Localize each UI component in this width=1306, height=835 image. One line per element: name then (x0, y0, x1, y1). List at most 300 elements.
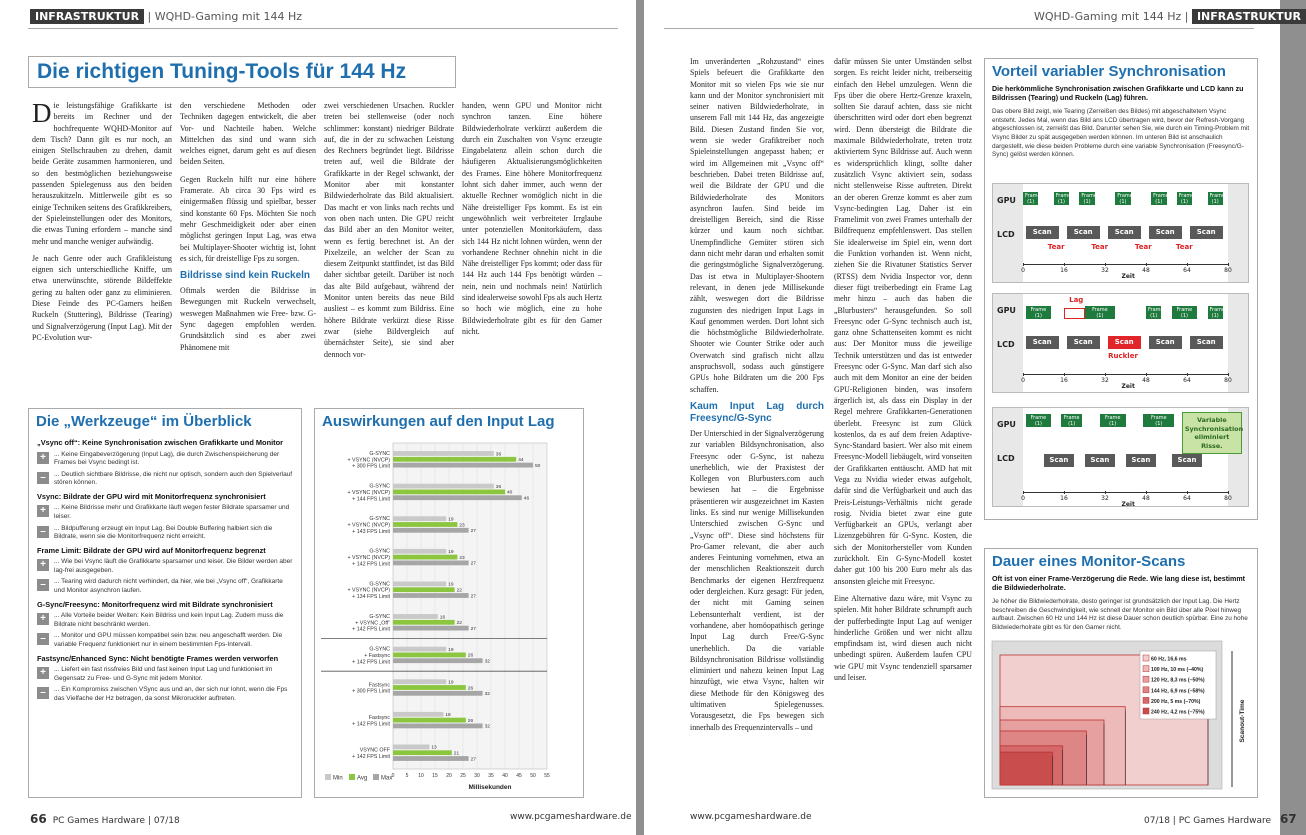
bar-avg (393, 522, 457, 527)
time-tick-label: 48 (1142, 495, 1150, 502)
plus-icon: + (37, 559, 49, 571)
category-label: + 142 FPS Limit (352, 626, 390, 633)
lcd-label: LCD (997, 454, 1015, 463)
paragraph: Je nach Genre oder auch Grafikleistung eignen sich unterschiedliche Kniffe, um etwa unerwünschte, störende Bildeffekte gering zu halten oder ganz zu eliminieren. Diese Feinde des PC-Gamers heißen Ruckeln (Stuttering), Bildrisse (Tearing) und Signalverzögerung (Input Lag). Mit der PC-Evolution wur- (32, 253, 172, 342)
pro-item (37, 504, 293, 521)
minus-icon: – (37, 579, 49, 591)
bar-max (393, 561, 469, 566)
category-label: + 142 FPS Limit (352, 753, 390, 760)
legend-label: Min (333, 775, 343, 782)
time-axis (1023, 264, 1228, 265)
data-label: 19 (448, 550, 454, 556)
text-column-2 (180, 100, 316, 392)
x-tick-label: 10 (418, 773, 424, 779)
gpu-frame (1115, 192, 1133, 205)
data-label: 19 (448, 582, 454, 588)
paragraph: Eine Alternative dazu wäre, mit Vsync zu spielen. Mit hoher Bildrate schrumpft auch der pufferbedingte Input Lag auf weniger hinderliche Größen und wer nicht allzu empfindsam ist, wird diesen auch nicht unbedingt spüren. Außerdem laufen CPU wie GPU mit Vsync tendenziell sparsamer und leiser. (834, 593, 972, 683)
frame-text: Frame (1148, 307, 1164, 313)
frame-number: (1) (1027, 199, 1035, 205)
legend-label: Avg (357, 775, 368, 782)
left-header (30, 10, 302, 23)
legend-swatch (1143, 666, 1149, 672)
frame-number: (1) (1109, 421, 1117, 427)
data-label: 46 (523, 496, 530, 502)
legend-label: 120 Hz, 8,3 ms (–50%) (1151, 677, 1205, 684)
plus-icon: + (37, 452, 49, 464)
time-tick (1023, 373, 1024, 376)
legend-swatch (1143, 676, 1149, 682)
frame-number: (1) (1150, 313, 1158, 319)
time-tick-label: 32 (1101, 495, 1109, 502)
data-label: 50 (535, 463, 541, 469)
lcd-scan: Scan (1085, 454, 1116, 467)
sync-note: Variable Synchronisation eliminiert Risse. (1182, 412, 1242, 454)
paragraph: handen, wenn GPU und Monitor nicht synchron tanzen. Eine höhere Bildwiederholrate verkürzt außerdem die durch ein Zuschalten von Vsync erzeugte Eingabelatenz allein schon durch die häufigeren Aktualisierungsmöglichkeiten des Frames. Eine höhere Monitorfrequenz lohnt sich daher immer, auch wenn der aktuelle Rechner womöglich nicht in die Nähe dreistelliger Fps kommt. Es ist ein ungewöhnlich weit verbreiteter Irrglaube unter potenziellen Monitorkäufern, dass sich 144 Hz nicht lohnen würden, wenn der vorhandene Rechner ohnehin nicht in die Nähe dreistelliger Fps kommt; oder dass für 144 Hz auch 144 Fps benötigt würden – nein, nein und nochmals nein! Natürlich sind idealerweise sowohl Fps als auch Hertz so hoch wie möglich, eine zu hohe Bildwiederholrate gibt es für den Gamer nicht. (462, 101, 602, 336)
frame-number: (1) (1155, 199, 1163, 205)
category-label: + 300 FPS Limit (352, 463, 390, 470)
time-tick (1064, 263, 1065, 266)
gpu-frame (1143, 414, 1174, 427)
time-tick (1187, 263, 1188, 266)
data-label: 26 (467, 686, 474, 692)
gpu-frame (1026, 414, 1052, 427)
subheading: Bildrisse sind kein Ruckeln (180, 270, 311, 282)
category-label: + 142 FPS Limit (352, 721, 390, 728)
category-label: + VSYNC (NVCP) (347, 457, 390, 464)
header-separator: | (144, 10, 155, 23)
frame-number: (1) (1180, 313, 1188, 319)
right-page (644, 0, 1302, 835)
text-column-1 (690, 56, 824, 800)
drop-cap: D (32, 98, 52, 128)
frame-text: Frame (1117, 193, 1133, 199)
gpu-frame (1151, 192, 1169, 205)
bar-min (393, 679, 446, 684)
category-label: + VSYNC (NVCP) (347, 587, 390, 594)
time-tick (1105, 263, 1106, 266)
con-item (37, 632, 293, 649)
text-column-3 (324, 100, 454, 392)
time-tick-label: 48 (1142, 267, 1150, 274)
frame-text: Frame (1081, 193, 1097, 199)
legend-swatch (325, 774, 331, 780)
werkzeug-section (37, 654, 293, 704)
header-section: INFRASTRUKTUR (30, 9, 144, 24)
bar-min (393, 745, 429, 750)
category-label: + 143 FPS Limit (352, 528, 390, 535)
time-tick-label: 64 (1183, 267, 1191, 274)
dauer-title: Dauer eines Monitor-Scans (992, 553, 1186, 570)
data-label: 32 (484, 692, 490, 698)
left-page (0, 0, 636, 835)
data-label: 27 (470, 529, 476, 535)
header-rule (664, 28, 1254, 29)
gpu-frame (1026, 306, 1052, 319)
bar-min (393, 712, 443, 717)
minus-icon: – (37, 472, 49, 484)
time-tick (1228, 263, 1229, 266)
text-column-2 (834, 56, 972, 800)
left-footer (30, 812, 180, 826)
lcd-scan: Scan (1026, 226, 1059, 239)
bar-min (393, 614, 438, 619)
con-item (37, 525, 293, 542)
bar-avg (393, 457, 516, 462)
bar-min (393, 647, 446, 652)
plus-icon: + (37, 505, 49, 517)
frame-text: Frame (1176, 307, 1193, 313)
paragraph: zwei verschiedenen Ursachen. Ruckler treten bei stellenweise (oder noch schlimmer: konstant) niedriger Bildrate auf, die in der zu schwachen Leistung des Rechners begründet liegt. Bildrisse treten auf, weil die Bildrate der Grafikkarte in der Regel schwankt, der Monitor aber mit konstanter Bildwiederholrate das Bild aktualisiert. Das macht er von links nach rechts und von oben nach unten. Die GPU reicht das Bild aber an den Monitor weiter, wenn es fertig berechnet ist. An der Pixelzeile, an welcher der Scan zu diesem Zeitpunkt stattfindet, ist das Bild daher sichtbar geteilt. Darüber ist noch das alte Bild aufgebaut, während der Monitor unten bereits das neue Bild ausliest – es kommt zum Bildriss. Eine höhere Bildrate verkürzt diese Risse zwar (siehe Bildvergleich auf übernächster Seite), sie sind aber dennoch vor- (324, 101, 454, 359)
frame-number: (1) (1034, 421, 1042, 427)
x-tick-label: 45 (516, 773, 522, 779)
dauer-body: Je höher die Bildwiederholrate, desto geringer ist grundsätzlich der Input Lag. Die Hertz beschreiben die Geschwindigkeit, wie schnell der Monitor ein Bild über alle Pixel hinweg aufbaut. Zwischen 60 Hz und 144 Hz ist diese Dauer schon deutlich spürbar. Eine zu hohe Bildwiederholrate gibt es für den Gamer nicht. (992, 597, 1248, 631)
category-label: VSYNC OFF (359, 747, 390, 754)
bar-max (393, 756, 469, 761)
category-label: G-SYNC (369, 483, 390, 490)
header-topic: WQHD-Gaming mit 144 Hz (1034, 10, 1182, 23)
vorteil-body: Das obere Bild zeigt, wie Tearing (Zerreißen des Bildes) mit abgeschaltetem Vsync entsteht. Jedes Mal, wenn das Bild ans LCD übertragen wird, bevor der Refresh-Vorgang abgeschlossen ist, zerreißt das Bild. Darunter sehen Sie, wie durch ein Timing-Problem mit Vsync Bilder zu spät ausgegeben werden können. Im unteren Bild ist anschaulich dargestellt, wie diese beiden Probleme durch eine variable Synchronisation (Freesync/G-Sync) gelöst werden können. (992, 107, 1250, 159)
legend-swatch (349, 774, 355, 780)
pro-item (37, 451, 293, 468)
category-label: G-SYNC (369, 581, 390, 588)
time-tick (1187, 373, 1188, 376)
frame-text: Frame (1209, 307, 1226, 313)
frame-number: (1) (1083, 199, 1091, 205)
input-lag-chart-box (314, 408, 584, 798)
data-label: 44 (518, 458, 524, 464)
text-column-4 (462, 100, 602, 392)
right-header (1034, 10, 1306, 23)
legend-swatch (373, 774, 379, 780)
data-label: 19 (448, 680, 454, 686)
x-tick-label: 15 (432, 773, 438, 779)
lcd-scan: Scan (1108, 336, 1141, 349)
werkzeug-section (37, 438, 293, 488)
gpu-frame (1054, 192, 1072, 205)
chart-title: Auswirkungen auf den Input Lag (322, 413, 555, 430)
time-tick (1064, 373, 1065, 376)
gpu-frame (1146, 306, 1164, 319)
bar-max (393, 626, 469, 631)
paragraph: den verschiedene Methoden oder Techniken dagegen entwickelt, die aber Vor- und Nachteile haben. Welche Mittelchen das sind und wann sich welches eignet, darum geht es auf diesen beiden Seiten. (180, 101, 316, 167)
frame-text: Frame (1030, 415, 1047, 421)
con-item (37, 578, 293, 595)
gpu-frame (1177, 192, 1195, 205)
werkzeuge-list (29, 433, 301, 709)
gpu-label: GPU (997, 306, 1016, 315)
website-url: www.pcgameshardware.de (690, 812, 812, 822)
gpu-frame (1172, 306, 1198, 319)
bar-max (393, 724, 483, 729)
legend-swatch (1143, 697, 1149, 703)
category-label: + VSYNC (NVCP) (347, 555, 390, 562)
gpu-frame (1208, 306, 1226, 319)
bar-max (393, 528, 469, 533)
time-tick-label: 64 (1183, 495, 1191, 502)
lcd-scan: Scan (1044, 454, 1075, 467)
time-axis-label: Zeit (1121, 501, 1135, 508)
time-tick (1105, 373, 1106, 376)
item-text: ... Alle Vorteile beider Welten: Kein Bildriss und kein Input Lag. Zudem muss die Bildrate nicht beschränkt werden. (54, 612, 284, 628)
paragraph: Der Unterschied in der Signalverzögerung zur variablen Bildsynchronisation, also Freesync oder G-Sync, ist nahezu unerheblich, wie der Praxistest der Kollegen von Blurbusters.com auch bewiesen hat – die Ergebnisse präsentieren wir ausgezeichnet im Kasten links. Es sind nur wenige Millisekunden Unterschied zwischen G-Sync und „Vsync off“. Diese sind höchstens für Pro-Gamer relevant, die aber auch anderes Feintuning vornehmen, etwa an der menschlichen Reaktionszeit durch Benchmarks der eigenen Herzfrequenz oder dergleichen. Kurz gesagt: Für jeden, der nicht mit Gaming seinen Lebensunterhalt verdient, ist der vorhandene, aber homöopathisch geringe Input Lag durch Free/G-Sync unerheblich. Da die variable Bildsynchronisation Bildrisse vollständig eliminiert und nahezu keinen Input Lag hinzufügt, wie etwa Vsync, halten wir diese Methode für den Königsweg des ultimativen Spielegenusses. Vorausgesetzt, die Fps bewegen sich innerhalb des Frequenzintervalls – und (690, 428, 824, 732)
category-label: Fastsync (368, 714, 390, 721)
article-title: Die richtigen Tuning-Tools für 144 Hz (37, 60, 407, 83)
gpu-label: GPU (997, 196, 1016, 205)
paragraph: Gegen Ruckeln hilft nur eine höhere Framerate. Ab circa 30 Fps wird es einigermaßen flüssig und spielbar, besser sind konstante 60 Fps. Möchten Sie noch mehr Geschmeidigkeit oder aber einen möglichst geringen Input Lag, was etwa bei Multiplayer-Shooter wichtig ist, lohnt es sich, für dreistellige Fps zu sorgen. (180, 174, 316, 263)
time-tick-label: 0 (1021, 377, 1025, 384)
time-axis (1023, 492, 1228, 493)
pro-item (37, 666, 293, 683)
time-tick (1023, 491, 1024, 494)
lcd-scan: Scan (1190, 336, 1223, 349)
werkzeug-heading: „Vsync off“: Keine Synchronisation zwischen Grafikkarte und Monitor (37, 438, 283, 447)
time-tick (1105, 491, 1106, 494)
magazine-name: PC Games Hardware | 07/18 (52, 816, 180, 826)
tear-label: Tear (1175, 243, 1193, 251)
frame-number: (1) (1057, 199, 1065, 205)
frame-number: (1) (1211, 199, 1219, 205)
data-label: 32 (484, 724, 490, 730)
frame-number: (1) (1211, 313, 1219, 319)
data-label: 13 (431, 745, 437, 751)
lag-marker (1064, 308, 1085, 319)
time-axis-label: Zeit (1121, 273, 1135, 280)
bar-max (393, 495, 522, 500)
time-tick-label: 0 (1021, 267, 1025, 274)
werkzeug-section (37, 492, 293, 542)
category-label: + VSYNC (NVCP) (347, 522, 390, 529)
time-tick-label: 32 (1101, 377, 1109, 384)
bar-min (393, 484, 494, 489)
time-tick-label: 80 (1224, 267, 1232, 274)
time-tick (1228, 491, 1229, 494)
bar-max (393, 658, 483, 663)
category-label: G-SYNC (369, 450, 390, 457)
con-item (37, 686, 293, 703)
item-text: ... Liefert ein fast rissfreies Bild und fast keinen Input Lag und funktioniert im Gegensatz zu Free- und G-Sync mit jedem Monitor. (54, 666, 273, 682)
paragraph: ie leistungsfähige Grafikkarte ist bereits im Rechner und der hochfrequente WQHD-Monitor auf dem Tisch? Dann gilt es nur noch, an einigen Stellschrauben zu drehen, damit beide Geräte zusammen harmonieren, und so den bestmöglichen beziehungsweise passenden Spielegenuss aus den beiden herauszukitzeln. Mittlerweile gibt es so einige Techniken seitens des Grafikkreibers, der Spieleinstellungen oder des Monitors, die etwas Tuning erfordern – manche sind mehr und manche weniger aufwändig. (32, 101, 172, 246)
category-label: G-SYNC (369, 516, 390, 523)
data-label: 27 (470, 594, 476, 600)
category-label: + Fastsync (364, 652, 390, 659)
pro-item (37, 612, 293, 629)
x-axis-label: Millisekunden (468, 784, 512, 791)
frame-text: Frame (1209, 193, 1226, 199)
vorteil-lead: Die herkömmliche Synchronisation zwischen Grafikkarte und LCD kann zu Bildrissen (Tearing) und Ruckeln (Lag) führen. (992, 85, 1244, 103)
category-label: + 134 FPS Limit (352, 594, 390, 601)
category-label: + 142 FPS Limit (352, 561, 390, 568)
werkzeug-heading: Vsync: Bildrate der GPU wird mit Monitorfrequenz synchronisiert (37, 491, 266, 501)
frame-text: Frame (1153, 193, 1169, 199)
werkzeug-section (37, 546, 293, 596)
category-label: G-SYNC (369, 613, 390, 620)
werkzeug-heading: Fastsync/Enhanced Sync: Nicht benötigte Frames werden verworfen (37, 653, 279, 663)
tear-label: Tear (1091, 243, 1109, 251)
legend-label: 60 Hz, 16,6 ms (1151, 656, 1187, 663)
frame-text: Frame (1092, 307, 1108, 313)
minus-icon: – (37, 633, 49, 645)
ruckler-label: Ruckler (1108, 352, 1138, 360)
item-text: ... Tearing wird dadurch nicht verhindert, da hier, wie bei „Vsync off“, Grafikkarte und Monitor asynchron laufen. (54, 578, 283, 595)
gpu-frame (1023, 192, 1041, 205)
x-tick-label: 25 (460, 773, 466, 779)
bar-avg (393, 555, 457, 560)
text-column-1 (32, 100, 172, 392)
bar-min (393, 549, 446, 554)
time-tick-label: 64 (1183, 377, 1191, 384)
item-text: ... Monitor und GPU müssen kompatibel sein bzw. neu angeschafft werden. Die variable Frequenz funktioniert nur in einem bestimmten Fps-Intervall. (54, 632, 283, 648)
lcd-scan: Scan (1190, 226, 1223, 239)
page-number: 67 (1279, 812, 1297, 826)
gpu-frame (1061, 414, 1082, 427)
legend-label: 100 Hz, 10 ms (–40%) (1151, 667, 1204, 674)
minus-icon: – (37, 687, 49, 699)
input-lag-chart (315, 409, 585, 799)
bar-min (393, 582, 446, 587)
data-label: 26 (467, 653, 474, 659)
legend-label: Max (381, 775, 393, 782)
header-rule (28, 28, 618, 29)
category-label: G-SYNC (369, 548, 390, 555)
frame-text: Frame (1055, 193, 1072, 199)
item-text: ... Keine Bildrisse mehr und Grafikkarte läuft wegen fester Bildrate sparsamer und leiser. (54, 504, 290, 520)
bar-avg (393, 653, 466, 658)
time-tick (1023, 263, 1024, 266)
data-label: 27 (470, 757, 476, 763)
time-axis (1023, 374, 1228, 375)
lcd-scan: Scan (1108, 226, 1141, 239)
vorteil-box (984, 58, 1258, 520)
magazine-name: 07/18 | PC Games Hardware (1144, 816, 1272, 826)
category-label: + 300 FPS Limit (352, 688, 390, 695)
bar-max (393, 691, 483, 696)
frame-number: (1) (1119, 199, 1127, 205)
legend-label: 240 Hz, 4,2 ms (–75%) (1151, 709, 1205, 716)
right-footer (1144, 812, 1303, 826)
lcd-scan: Scan (1149, 226, 1182, 239)
time-tick-label: 16 (1060, 267, 1068, 274)
time-tick (1228, 373, 1229, 376)
legend-swatch (1143, 708, 1149, 714)
category-label: G-SYNC (369, 646, 390, 653)
legend-swatch (1143, 655, 1149, 661)
paragraph: Im unveränderten „Rohzustand“ eines Spiels befeuert die Grafikkarte den Monitor mit so vielen Fps wie sie nur kann und der Monitor synchronisiert mit seiner nativen Bildwiederholrate, in unserem Fall mit 144 Hz, das angezeigte Bild. Diesen Zustand finden Sie vor, wenn sie weder Grafiktreiber noch Spieleinstellungen angepasst haben; er wird im Allgemeinen mit „Vsync off“ beschrieben. Dabei treten Bildrisse auf, weil die Bildrate der GPU und die Bildwiederholrate des Monitors asynchron laufen. Sind beide im dreistelligen Bereich, sind die Risse kürzer und kaum noch sichtbar. Unempfindliche Gemüter stören sich dann nicht mehr daran und erhalten somit die geringstmögliche Signalverzögerung. Das ist etwa in Multiplayer-Shootern relevant, in denen jede Millisekunde zählt, weswegen dort die Bildrisse zugunsten des niedrigen Input Lags in Kauf genommen werden. Dort lohnt sich die höchstmögliche Bildwiederholrate. Shooter wie Counter Strike oder auch Overwatch sind grafisch nicht allzu anspruchsvoll, sodass auch günstigere GPUs hohe Bildraten um die 200 Fps schaffen. (690, 57, 824, 394)
data-label: 26 (467, 718, 474, 724)
werkzeug-heading: G-Sync/Freesync: Monitorfrequenz wird mit Bildrate synchronisiert (37, 599, 273, 609)
time-tick (1064, 491, 1065, 494)
gpu-frame (1085, 306, 1116, 319)
scan-duration-diagram (992, 641, 1252, 793)
bar-avg (393, 620, 455, 625)
frame-number: (1) (1068, 421, 1076, 427)
item-text: ... Bildpufferung erzeugt ein Input Lag. Bei Double Buffering halbiert sich die Bildrate, wenn sie die Monitorfrequenz nicht erreicht. (54, 524, 273, 541)
data-label: 36 (495, 484, 502, 490)
variable-sync-diagram (992, 407, 1249, 507)
data-label: 23 (459, 555, 465, 561)
time-tick (1146, 491, 1147, 494)
lcd-label: LCD (997, 230, 1015, 239)
header-section: INFRASTRUKTUR (1192, 9, 1306, 24)
paragraph: Oftmals werden die Bildrisse in Bewegungen mit Ruckeln verwechselt, weswegen Maßnahmen wie Free- bzw. G-Sync dagegen empfohlen werden. Grundsätzlich sind es aber zwei Phänomene mit (180, 286, 316, 352)
data-label: 16 (439, 615, 446, 621)
data-label: 27 (470, 626, 476, 632)
plus-icon: + (37, 613, 49, 625)
frame-text: Frame (1151, 415, 1167, 421)
page-number: 66 (30, 812, 47, 826)
plus-icon: + (37, 667, 49, 679)
data-label: 40 (507, 490, 513, 496)
y-axis-label: Scanout-Time (1239, 699, 1246, 743)
bar-avg (393, 490, 505, 495)
legend-swatch (1143, 687, 1149, 693)
bar-max (393, 593, 469, 598)
bar-avg (393, 718, 466, 723)
werkzeug-heading: Frame Limit: Bildrate der GPU wird auf Monitorfrequenz begrenzt (37, 545, 266, 555)
frame-text: Frame (1030, 307, 1047, 313)
time-tick (1146, 263, 1147, 266)
gpu-frame (1100, 414, 1126, 427)
category-label: + 142 FPS Limit (352, 659, 390, 666)
data-label: 27 (470, 561, 476, 567)
vorteil-title: Vorteil variabler Synchronisation (992, 63, 1226, 80)
data-label: 21 (453, 751, 460, 757)
time-tick-label: 16 (1060, 377, 1068, 384)
lcd-label: LCD (997, 340, 1015, 349)
x-tick-label: 0 (391, 773, 395, 779)
item-text: ... Deutlich sichtbare Bildrisse, die nicht nur optisch, sondern auch den Spielverlauf stören können. (54, 470, 293, 487)
x-tick-label: 30 (474, 773, 480, 779)
website-url: www.pcgameshardware.de (510, 812, 632, 822)
right-footer-url (690, 812, 812, 822)
scan-area (1000, 752, 1053, 785)
data-label: 23 (459, 523, 465, 529)
bar-min (393, 451, 494, 456)
category-label: Fastsync (368, 682, 390, 689)
frame-text: Frame (1104, 415, 1121, 421)
dauer-box (984, 548, 1258, 798)
dauer-lead: Oft ist von einer Frame-Verzögerung die Rede. Wie lang diese ist, bestimmt die Bildwiederholrate. (992, 575, 1246, 593)
lcd-scan: Scan (1172, 454, 1203, 467)
pro-item (37, 558, 293, 575)
lcd-scan: Scan (1067, 226, 1100, 239)
frame-text: Frame (1063, 415, 1080, 421)
legend-label: 144 Hz, 6,9 ms (–58%) (1151, 688, 1205, 695)
x-tick-label: 20 (446, 773, 452, 779)
x-tick-label: 40 (502, 773, 508, 779)
bar-min (393, 516, 446, 521)
minus-icon: – (37, 526, 49, 538)
gpu-frame (1208, 192, 1226, 205)
tear-label: Tear (1047, 243, 1065, 251)
time-tick-label: 80 (1224, 495, 1232, 502)
data-label: 22 (456, 621, 462, 627)
lcd-scan: Scan (1149, 336, 1182, 349)
item-text: ... Keine Eingabeverzögerung (Input Lag), die durch Zwischenspeicherung der Frames bei Vsync bedingt ist. (54, 450, 280, 467)
time-tick-label: 16 (1060, 495, 1068, 502)
bar-avg (393, 587, 455, 592)
time-tick (1187, 491, 1188, 494)
data-label: 22 (456, 588, 462, 594)
data-label: 19 (448, 647, 454, 653)
werkzeuge-title: Die „Werkzeuge“ im Überblick (36, 413, 252, 430)
bar-max (393, 463, 533, 468)
time-tick-label: 0 (1021, 495, 1025, 502)
bar-avg (393, 750, 452, 755)
category-label: + 144 FPS Limit (352, 496, 390, 503)
x-tick-label: 5 (405, 773, 409, 779)
lag-diagram (992, 293, 1249, 393)
frame-number: (1) (1180, 199, 1188, 205)
